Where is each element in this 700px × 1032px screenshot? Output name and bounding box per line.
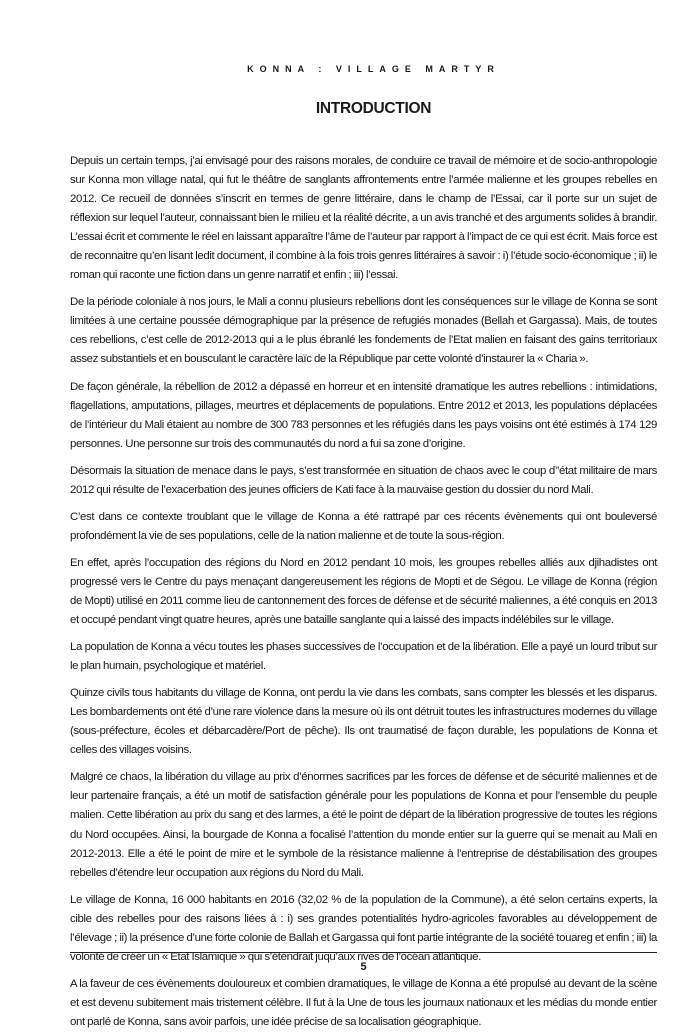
body-text [70,152,657,1032]
section-title: INTRODUCTION [315,100,432,117]
paragraph: De façon générale, la rébellion de 2012 a dépassé en horreur et en intensité dramatique les autres rebellions : intimidations, flagellations, amputations, pillages, meurtres et déplacements de populations. Entre 2012 et 2013, les populations déplacées de l’intérieur du Mali étaient au nombre de 300 783 personnes et les réfugiés dans les pays voisins ont été estimés à 174 129 personnes. Une personne sur trois des communautés du nord a fui sa zone d’origine. [70,380,657,450]
paragraph: C’est dans ce contexte troublant que le village de Konna a été rattrapé par ces récents évènements qui ont bouleversé profondément la vie de ses populations, celle de la nation malienne et de toute la sous-région. [70,510,657,542]
paragraph: Désormais la situation de menace dans le pays, s’est transformée en situation de chaos avec le coup d’’état militaire de mars 2012 qui résulte de l’exacerbation des jeunes officiers de Kati face à la mauvaise gestion du dossier du nord Mali. [70,464,657,496]
paragraph: Malgré ce chaos, la libération du village au prix d’énormes sacrifices par les forces de défense et de sécurité maliennes et de leur partenaire français, a été un motif de satisfaction générale pour les populations de Konna et pour l’ensemble du peuple malien. Cette libération au prix du sang et des larmes, a été le point de départ de la libération progressive de toutes les régions du Nord occupées. Ainsi, la bourgade de Konna a focalisé l’attention du monde entier sur la guerre qui se menait au Mali en 2012-2013. Elle a été le point de mire et le symbole de la résistance malienne à l’entreprise de déstabilisation des groupes rebelles d’étendre leur occupation aux régions du Nord du Mali. [70,771,657,879]
running-header: KONNA : VILLAGE MARTYR [247,64,500,74]
paragraph: Le village de Konna, 16 000 habitants en 2016 (32,02 % de la population de la Commune), a été selon certains experts, la cible des rebelles pour des raisons liées à : i) ses grandes potentialités hydro-agricoles favorables au développement de l’élevage ; ii) la présence d’une forte colonie de Ballah et Gargassa qui font partie intégrante de la société touareg et enfin ; iii) la volonté de créér un « Etat Islamique » qui s’étendrait juqu’aux rives de l’océan atlantique. [70,893,657,963]
paragraph: Quinze civils tous habitants du village de Konna, ont perdu la vie dans les combats, sans compter les blessés et les disparus. Les bombardements ont été d’une rare violence dans la mesure où ils ont détruit toutes les infrastructures modernes du village (sous-préfecture, écoles et débarcadère/Port de pêche). Ils ont traumatisé de façon durable, les populations de Konna et celles des villages voisins. [70,687,657,757]
paragraph: A la faveur de ces évènements douloureux et combien dramatiques, le village de Konna a été propulsé au devant de la scène et est devenu subitement mais tristement célèbre. Il fut à la Une de tous les journaux nationaux et les médias du monde entier ont parlé de Konna, sans avoir parfois, une idée précise de sa localisation géographique. [70,977,657,1028]
page-number: 5 [360,961,367,973]
paragraph: La population de Konna a vécu toutes les phases successives de l’occupation et de la libération. Elle a payé un lourd tribut sur le plan humain, psychologique et matériel. [70,641,657,673]
paragraph: En effet, après l’occupation des régions du Nord en 2012 pendant 10 mois, les groupes rebelles alliés aux djihadistes ont progressé vers le Centre du pays menaçant dangereusement les régions de Mopti et de Ségou. Le village de Konna (région de Mopti) utilisé en 2011 comme lieu de cantonnement des forces de défense et de sécurité maliennes, a été conquis en 2013 et occupé pendant vingt quatre heures, après une bataille sanglante qui a laissé des impacts indélébiles sur le village. [70,556,657,627]
paragraph: Depuis un certain temps, j’ai envisagé pour des raisons morales, de conduire ce travail de mémoire et de socio-anthropologie sur Konna mon village natal, qui fut le théâtre de sanglants affrontements entre l’armée malienne et les groupes rebelles en 2012. Ce recueil de données s’inscrit en termes de genre littéraire, dans le champ de l’Essai, car il porte sur un sujet de réflexion sur lequel l’auteur, connaissant bien le milieu et la réalité décrite, a un avis tranché et des arguments solides à brandir. L’essai écrit et commente le réel en laissant apparaître l’âme de l’auteur par rapport à l’impact de ce qui est écrit. Mais force est de reconnaitre qu’en lisant ledit document, il combine à la fois trois genres littéraires à savoir : i) l’étude socio-économique ; ii) le roman qui raconte une fiction dans un genre narratif et enfin ; iii) l’essai. [70,155,657,282]
footer-divider [70,952,657,953]
paragraph: De la période coloniale à nos jours, le Mali a connu plusieurs rebellions dont les conséquences sur le village de Konna se sont limitées à une certaine poussée démographique par la présence de refugiés monades (Bellah et Gargassa). Mais, de toutes ces rebellions, c’est celle de 2012-2013 qui a le plus ébranlé les fondements de l’Etat malien en faisant des gains territoriaux assez substantiels et en bousculant le caractère laïc de la République par cette volonté d’instaurer la « Charia ». [70,296,657,366]
